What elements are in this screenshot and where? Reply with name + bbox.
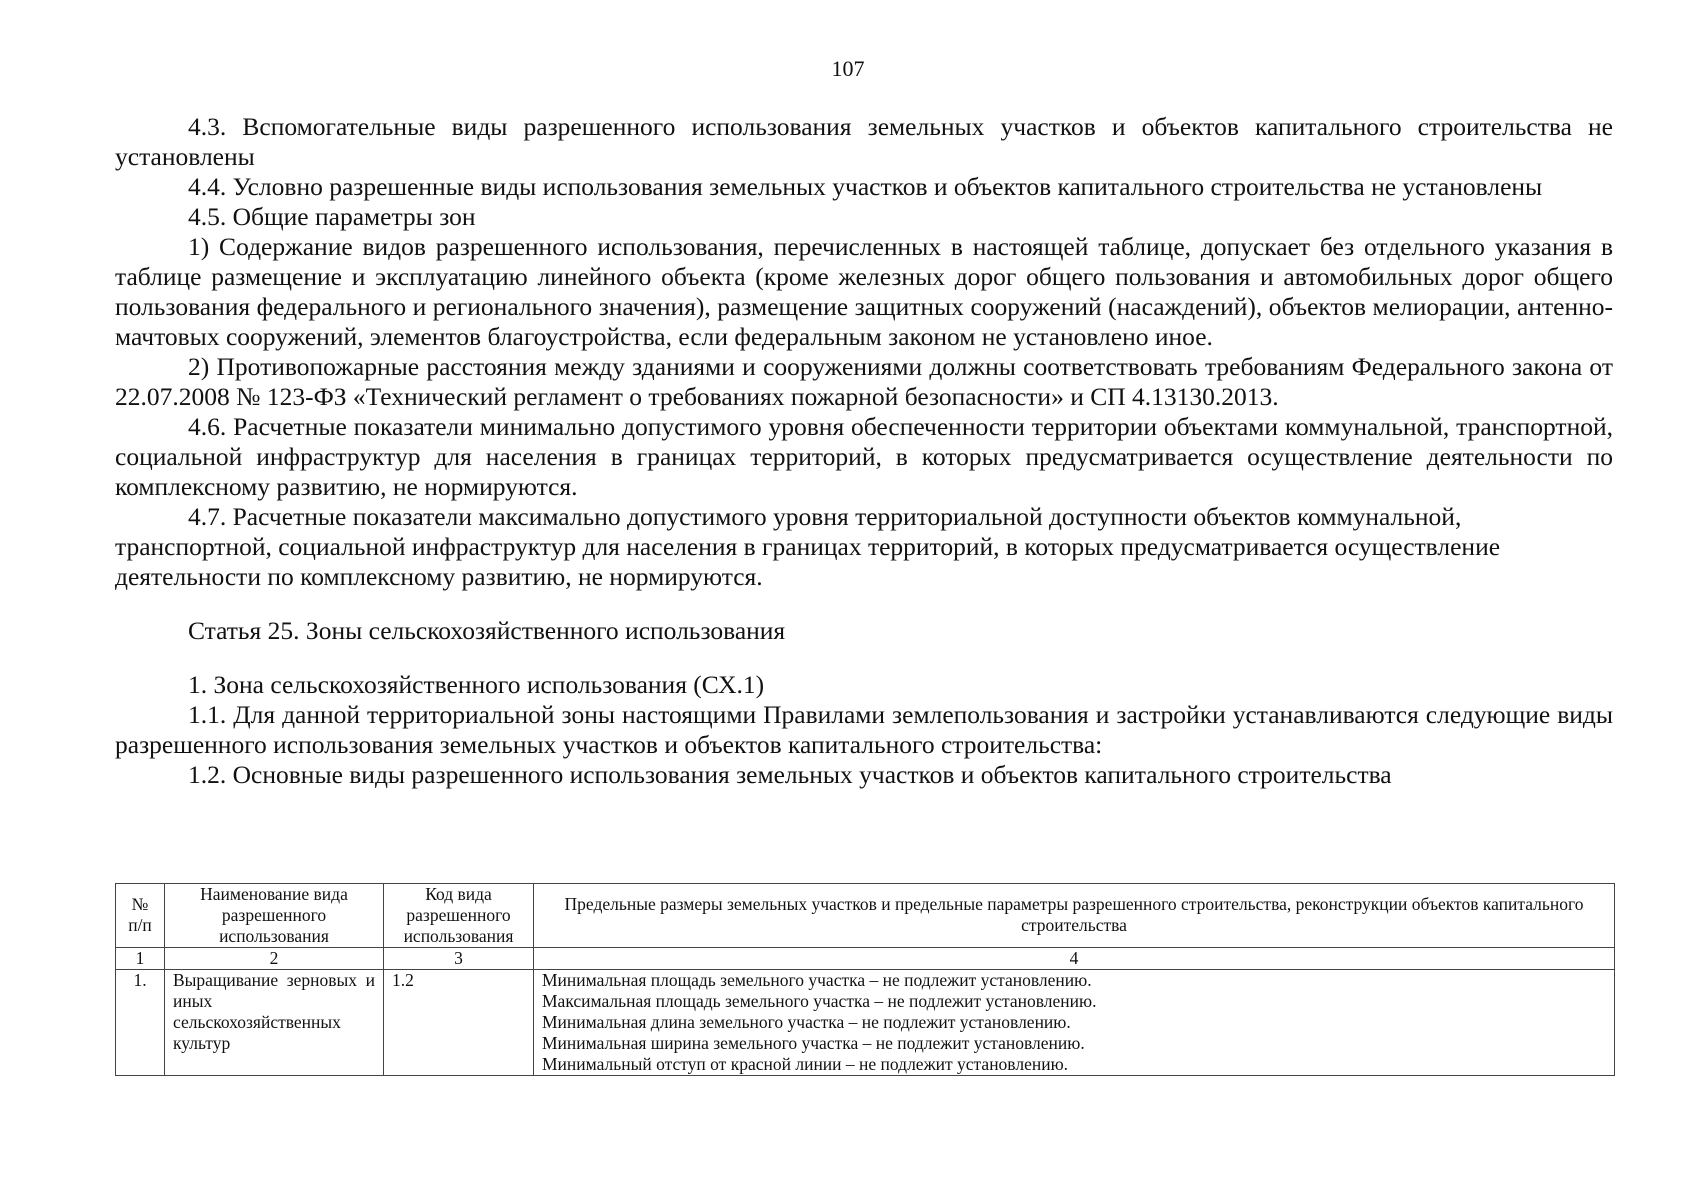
zone-sh1-heading: 1. Зона сельскохозяйственного использования (СХ.1) [188, 670, 765, 699]
paragraph-4-6: 4.6. Расчетные показатели минимально допустимого уровня обеспеченности территории объектами коммунальной, транспортной, социальной инфраструктур для населения в границах территорий, в которых предусматривается осуществление деятельности по комплексному развитию, не нормируются. [115, 412, 1613, 501]
header-use-name: Наименование вида разрешенного использования [165, 884, 384, 948]
header-use-code: Код вида разрешенного использования [384, 884, 534, 948]
row-use-code: 1.2 [384, 970, 534, 1076]
article-25-heading: Статья 25. Зоны сельскохозяйственного использования [188, 616, 786, 645]
parameter-min-length: Минимальная длина земельного участка – не подлежит установлению. [542, 1012, 1071, 1032]
page-number: 107 [831, 56, 865, 81]
row-parameters [534, 970, 1615, 1076]
column-number-4: 4 [534, 948, 1615, 970]
paragraph-4-5-item-1: 1) Содержание видов разрешенного использования, перечисленных в настоящей таблице, допускает без отдельного указания в таблице размещение и эксплуатацию линейного объекта (кроме железных дорог общего пользования и автомобильных дорог общего пользования федерального и регионального значения), размещение защитных сооружений (насаждений), объектов мелиорации, антенно-мачтовых сооружений, элементов благоустройства, если федеральным законом не установлено иное. [115, 232, 1613, 351]
header-number: № п/п [116, 884, 165, 948]
parameter-red-line-setback: Минимальный отступ от красной линии – не подлежит установлению. [542, 1054, 1069, 1074]
paragraph-4-5-item-2: 2) Противопожарные расстояния между зданиями и сооружениями должны соответствовать требованиям Федерального закона от 22.07.2008 № 123-ФЗ «Технический регламент о требованиях пожарной безопасности» и СП 4.13130.2013. [115, 352, 1613, 411]
table-header-row [116, 884, 1615, 948]
parameter-min-width: Минимальная ширина земельного участка – не подлежит установлению. [542, 1033, 1085, 1053]
paragraph-4-3: 4.3. Вспомогательные виды разрешенного использования земельных участков и объектов капитального строительства не установлены [115, 112, 1613, 171]
column-number-1: 1 [116, 948, 165, 970]
row-use-name: Выращивание зерновых и иных сельскохозяйственных культур [165, 970, 384, 1076]
column-number-2: 2 [165, 948, 384, 970]
paragraph-4-4: 4.4. Условно разрешенные виды использования земельных участков и объектов капитального строительства не установлены [188, 172, 1543, 201]
permitted-use-table [115, 883, 1615, 1076]
paragraph-1-1: 1.1. Для данной территориальной зоны настоящими Правилами землепользования и застройки устанавливаются следующие виды разрешенного использования земельных участков и объектов капитального строительства: [115, 700, 1613, 759]
parameter-min-area: Минимальная площадь земельного участка – не подлежит установлению. [542, 970, 1092, 990]
parameter-max-area: Максимальная площадь земельного участка – не подлежит установлению. [542, 991, 1097, 1011]
table-row [116, 970, 1615, 1076]
paragraph-1-2: 1.2. Основные виды разрешенного использования земельных участков и объектов капитального строительства [188, 760, 1392, 789]
document-body [115, 112, 1613, 790]
table-column-numbers-row [116, 948, 1615, 970]
paragraph-4-5-heading: 4.5. Общие параметры зон [188, 202, 476, 231]
paragraph-4-7: 4.7. Расчетные показатели максимально допустимого уровня территориальной доступности объектов коммунальной, транспортной, социальной инфраструктур для населения в границах территорий, в которых предусматривается осуществление деятельности по комплексному развитию, не нормируются. [115, 502, 1501, 591]
row-number: 1. [116, 970, 165, 1076]
header-parameters: Предельные размеры земельных участков и предельные параметры разрешенного строительства, реконструкции объектов капитального строительства [534, 884, 1615, 948]
column-number-3: 3 [384, 948, 534, 970]
